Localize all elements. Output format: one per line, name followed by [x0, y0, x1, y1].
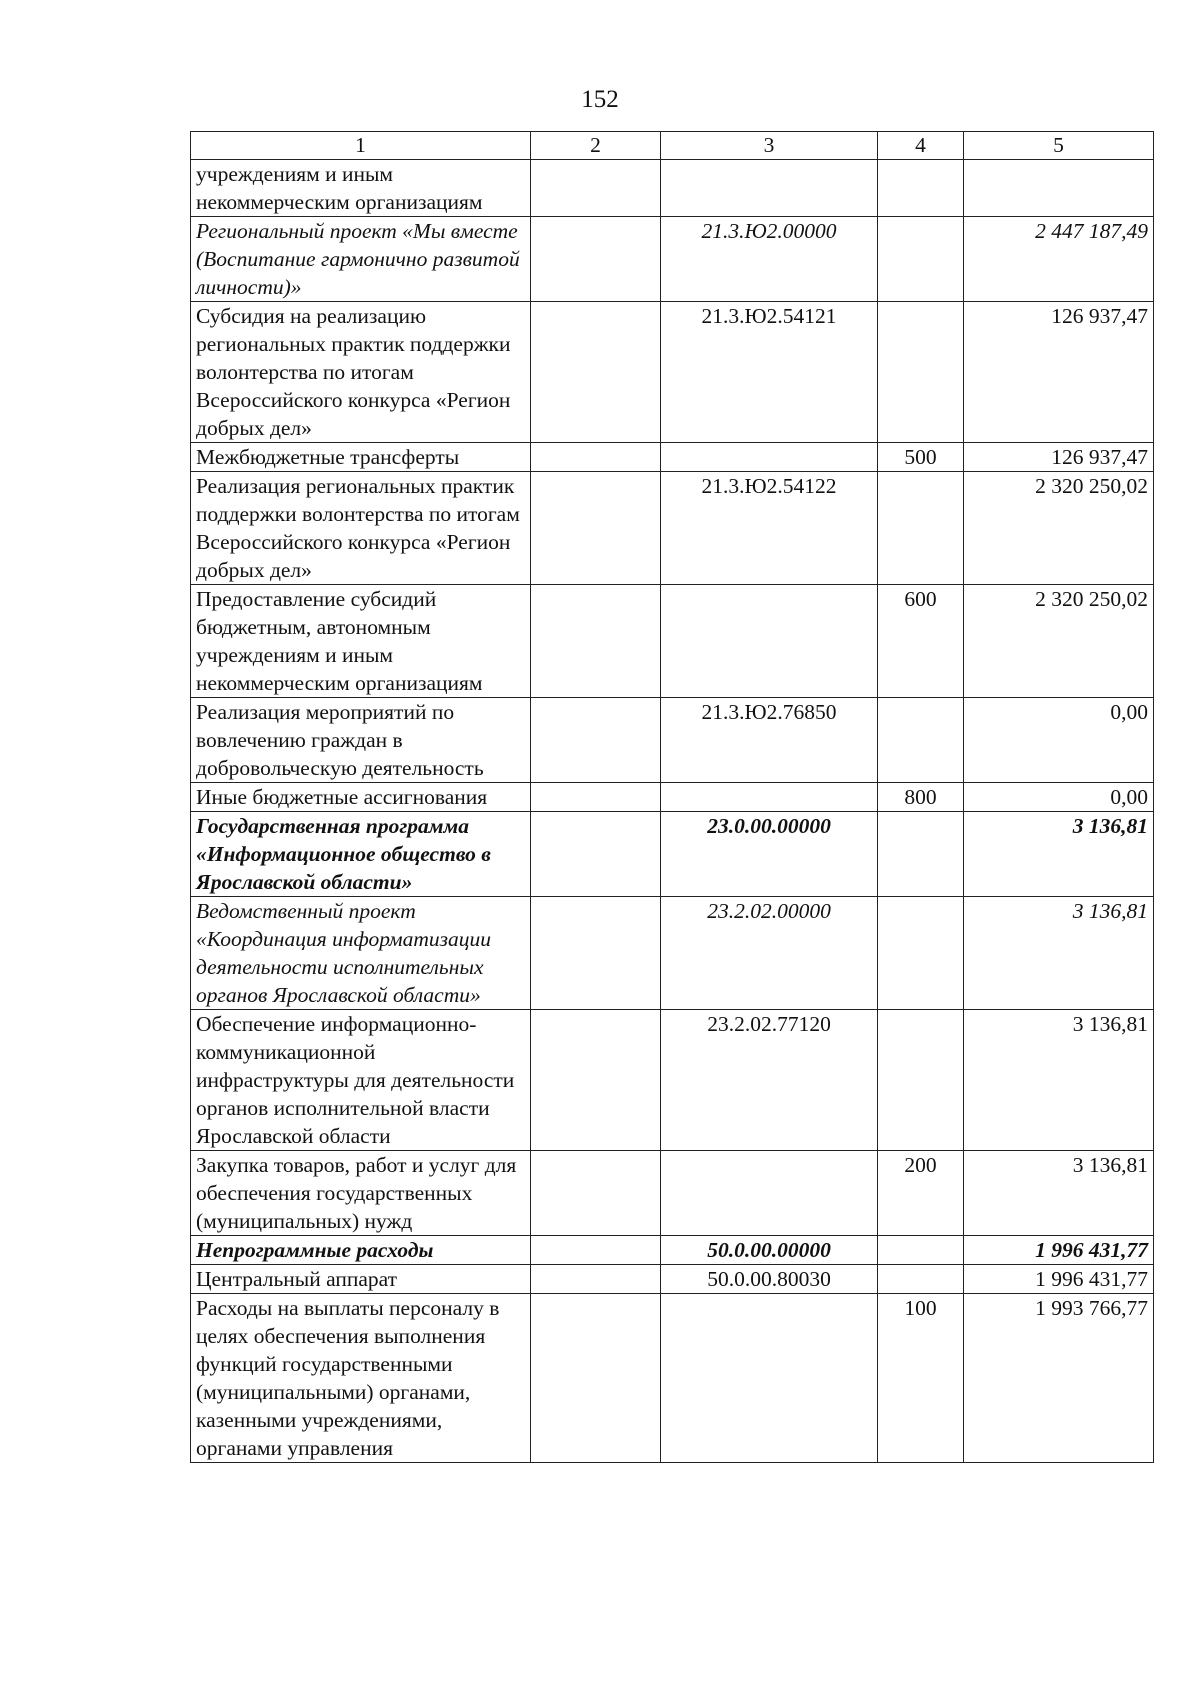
row-amount: 2 320 250,02	[964, 472, 1154, 585]
row-name: Иные бюджетные ассигнования	[191, 783, 531, 812]
row-col-2	[531, 783, 661, 812]
row-name: Обеспечение информационно-коммуникационной инфраструктуры для деятельности органов исполнительной власти Ярославской области	[191, 1010, 531, 1151]
row-name: Субсидия на реализацию региональных практик поддержки волонтерства по итогам Всероссийского конкурса «Регион добрых дел»	[191, 302, 531, 443]
row-col-2	[531, 1294, 661, 1463]
header-col-5: 5	[964, 132, 1154, 160]
row-expense-type: 200	[878, 1151, 964, 1236]
row-expense-type	[878, 698, 964, 783]
row-col-2	[531, 698, 661, 783]
row-code: 21.3.Ю2.00000	[661, 217, 878, 302]
row-amount: 0,00	[964, 783, 1154, 812]
row-amount: 2 320 250,02	[964, 585, 1154, 698]
row-amount: 0,00	[964, 698, 1154, 783]
table-row	[191, 443, 1154, 472]
row-code	[661, 1294, 878, 1463]
row-col-2	[531, 1151, 661, 1236]
row-code	[661, 160, 878, 217]
row-col-2	[531, 897, 661, 1010]
row-name: Государственная программа «Информационное общество в Ярославской области»	[191, 812, 531, 897]
row-name: Межбюджетные трансферты	[191, 443, 531, 472]
header-col-1: 1	[191, 132, 531, 160]
row-col-2	[531, 160, 661, 217]
row-col-2	[531, 302, 661, 443]
row-amount: 3 136,81	[964, 1151, 1154, 1236]
row-amount: 2 447 187,49	[964, 217, 1154, 302]
row-name: Реализация мероприятий по вовлечению граждан в добровольческую деятельность	[191, 698, 531, 783]
row-code: 50.0.00.80030	[661, 1265, 878, 1294]
row-expense-type	[878, 472, 964, 585]
row-code: 21.3.Ю2.54122	[661, 472, 878, 585]
page-number: 152	[581, 86, 619, 113]
row-code: 23.2.02.00000	[661, 897, 878, 1010]
table-row	[191, 783, 1154, 812]
row-amount: 3 136,81	[964, 812, 1154, 897]
row-name: Предоставление субсидий бюджетным, автономным учреждениям и иным некоммерческим организациям	[191, 585, 531, 698]
table-row	[191, 160, 1154, 217]
table-row	[191, 812, 1154, 897]
row-name: Центральный аппарат	[191, 1265, 531, 1294]
row-expense-type: 100	[878, 1294, 964, 1463]
row-code: 50.0.00.00000	[661, 1236, 878, 1265]
row-code	[661, 443, 878, 472]
row-code	[661, 585, 878, 698]
row-amount: 3 136,81	[964, 1010, 1154, 1151]
table-row	[191, 1010, 1154, 1151]
row-expense-type	[878, 1236, 964, 1265]
row-name: Реализация региональных практик поддержки волонтерства по итогам Всероссийского конкурса «Регион добрых дел»	[191, 472, 531, 585]
row-expense-type	[878, 217, 964, 302]
table-row	[191, 585, 1154, 698]
table-body	[191, 160, 1154, 1463]
row-expense-type: 800	[878, 783, 964, 812]
row-code: 23.0.00.00000	[661, 812, 878, 897]
row-col-2	[531, 472, 661, 585]
row-code	[661, 783, 878, 812]
row-name: Ведомственный проект «Координация информатизации деятельности исполнительных органов Ярославской области»	[191, 897, 531, 1010]
row-name: учреждениям и иным некоммерческим организациям	[191, 160, 531, 217]
row-amount: 126 937,47	[964, 443, 1154, 472]
row-col-2	[531, 217, 661, 302]
table-row	[191, 1265, 1154, 1294]
row-code	[661, 1151, 878, 1236]
row-name: Непрограммные расходы	[191, 1236, 531, 1265]
row-name: Закупка товаров, работ и услуг для обеспечения государственных (муниципальных) нужд	[191, 1151, 531, 1236]
table-row	[191, 897, 1154, 1010]
row-expense-type	[878, 160, 964, 217]
table-row	[191, 1236, 1154, 1265]
row-amount	[964, 160, 1154, 217]
row-code: 21.3.Ю2.54121	[661, 302, 878, 443]
row-amount: 126 937,47	[964, 302, 1154, 443]
row-code: 21.3.Ю2.76850	[661, 698, 878, 783]
row-expense-type	[878, 897, 964, 1010]
row-name: Расходы на выплаты персоналу в целях обеспечения выполнения функций государственными (муниципальными) органами, казенными учреждениями, органами управления	[191, 1294, 531, 1463]
row-expense-type	[878, 1265, 964, 1294]
row-expense-type: 500	[878, 443, 964, 472]
header-col-4: 4	[878, 132, 964, 160]
row-col-2	[531, 812, 661, 897]
row-amount: 1 996 431,77	[964, 1265, 1154, 1294]
row-amount: 1 996 431,77	[964, 1236, 1154, 1265]
table-row	[191, 1294, 1154, 1463]
row-code: 23.2.02.77120	[661, 1010, 878, 1151]
row-name: Региональный проект «Мы вместе (Воспитание гармонично развитой личности)»	[191, 217, 531, 302]
table-row	[191, 302, 1154, 443]
table-row	[191, 698, 1154, 783]
row-col-2	[531, 443, 661, 472]
row-amount: 3 136,81	[964, 897, 1154, 1010]
row-amount: 1 993 766,77	[964, 1294, 1154, 1463]
table-row	[191, 472, 1154, 585]
header-col-3: 3	[661, 132, 878, 160]
table-header-row	[191, 132, 1154, 160]
row-col-2	[531, 1010, 661, 1151]
row-expense-type: 600	[878, 585, 964, 698]
table-row	[191, 1151, 1154, 1236]
row-expense-type	[878, 812, 964, 897]
row-col-2	[531, 1236, 661, 1265]
table-row	[191, 217, 1154, 302]
row-expense-type	[878, 1010, 964, 1151]
budget-table	[190, 131, 1154, 1463]
header-col-2: 2	[531, 132, 661, 160]
row-expense-type	[878, 302, 964, 443]
row-col-2	[531, 585, 661, 698]
row-col-2	[531, 1265, 661, 1294]
